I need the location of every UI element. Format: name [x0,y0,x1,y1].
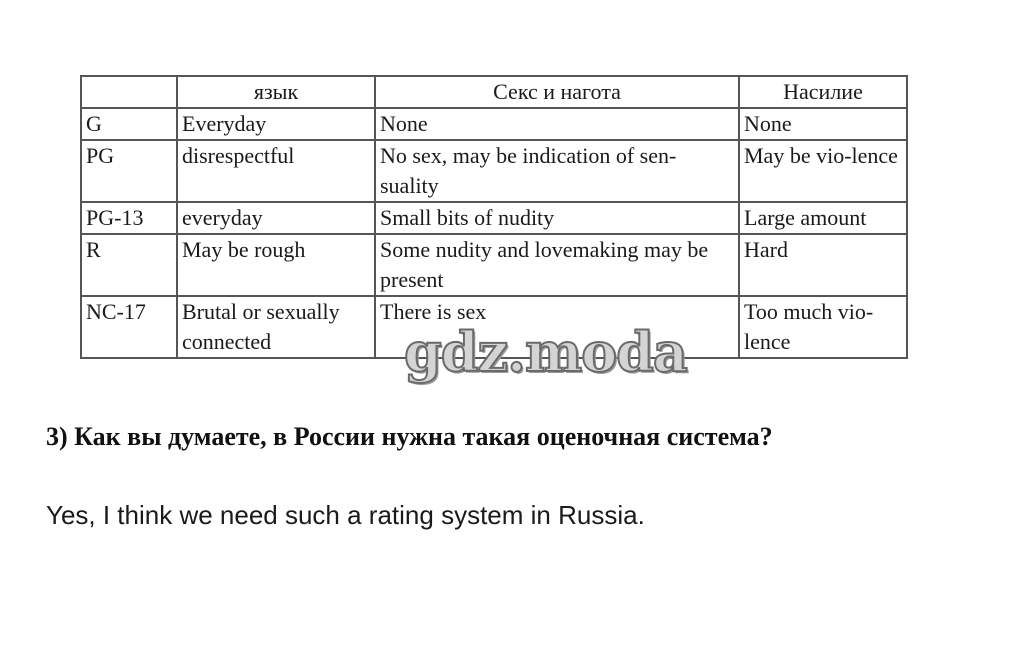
table-header-row [81,76,907,108]
cell-sex-nudity: Small bits of nudity [375,202,739,234]
header-language: язык [177,76,375,108]
table-row [81,108,907,140]
table-row [81,202,907,234]
cell-language: Brutal or sexually connected [177,296,375,358]
cell-rating: G [81,108,177,140]
cell-violence: Large amount [739,202,907,234]
cell-rating: NC-17 [81,296,177,358]
cell-rating: R [81,234,177,296]
cell-language: everyday [177,202,375,234]
cell-violence: Hard [739,234,907,296]
cell-sex-nudity: None [375,108,739,140]
cell-sex-nudity: Some nudity and lovemaking may be present [375,234,739,296]
table-row [81,140,907,202]
cell-language: May be rough [177,234,375,296]
header-sex-nudity: Секс и нагота [375,76,739,108]
cell-language: disrespectful [177,140,375,202]
cell-violence: Too much vio-lence [739,296,907,358]
table-row [81,234,907,296]
cell-violence: None [739,108,907,140]
cell-sex-nudity: No sex, may be indication of sen-suality [375,140,739,202]
cell-language: Everyday [177,108,375,140]
cell-rating: PG-13 [81,202,177,234]
rating-table [80,75,908,359]
header-violence: Насилие [739,76,907,108]
cell-sex-nudity: There is sex [375,296,739,358]
answer-text: Yes, I think we need such a rating system in Russia. [46,500,645,530]
cell-rating: PG [81,140,177,202]
question-text: 3) Как вы думаете, в России нужна такая оценочная система? [46,422,773,451]
watermark: gdz.moda [404,320,687,384]
cell-violence: May be vio-lence [739,140,907,202]
header-rating [81,76,177,108]
